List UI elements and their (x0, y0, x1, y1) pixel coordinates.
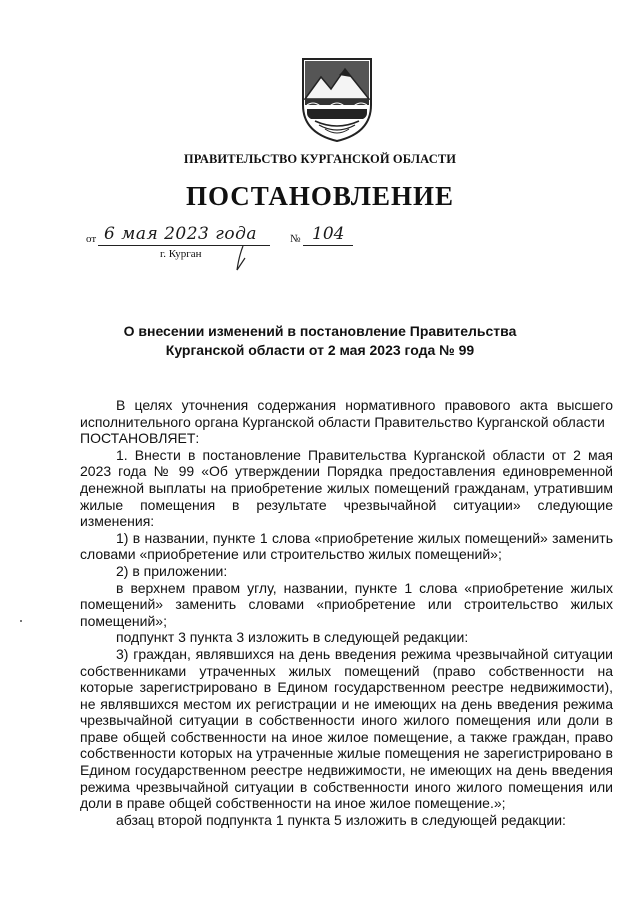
paragraph-citizens: 3) граждан, являвшихся на день введения режима чрезвычайной ситуации собственниками утраченных жилых помещений (право собственности на которые зарегистрировано в Едином государственном реестре недвижимости), не являвшихся местом их регистрации и не имеющих на день введения режима чрезвычайной ситуации в собственности иного жилого помещения или доли в праве общей собственности на иное жилое помещение, а также граждан, право собственности которых на утраченные жилые помещения не зарегистрировано в Едином государственном реестре недвижимости, не имеющих на день введения режима чрезвычайной ситуации в собственности иного жилого помещения или доли в праве общей собственности на иное жилое помещение.»; (80, 645, 613, 812)
handwritten-date: 6 мая 2023 года (104, 224, 258, 244)
pen-stroke-mark (233, 244, 247, 274)
paragraph-subitem-2: 2) в приложении: (116, 562, 228, 579)
margin-speck (20, 620, 22, 622)
paragraph-abzac: абзац второй подпункта 1 пункта 5 изложить в следующей редакции: (116, 811, 566, 828)
document-type: ПОСТАНОВЛЕНИЕ (185, 181, 455, 211)
handwritten-number: 104 (312, 224, 345, 244)
number-underline (303, 245, 353, 246)
decree-title (0, 322, 640, 360)
paragraph-item-1: 1. Внести в постановление Правительства Курганской области от 2 мая 2023 года № 99 «Об утверждении Порядка предоставления единовременной денежной выплаты на приобретение жилых помещений гражданам, утратившим жилые помещения в результате чрезвычайной ситуации» следующие изменения: (80, 446, 613, 530)
decree-title-line-1: О внесении изменений в постановление Правительства (123, 323, 517, 339)
paragraph-resolves: ПОСТАНОВЛЯЕТ: (80, 430, 200, 447)
paragraph-upper-corner: в верхнем правом углу, названии, пункте 1 слова «приобретение жилых помещений» заменить словами «приобретение или строительство жилых помещений»; (80, 579, 613, 629)
number-prefix: № (290, 233, 301, 245)
date-prefix: от (86, 233, 97, 245)
paragraph-subpoint-3: подпункт 3 пункта 3 изложить в следующей редакции: (116, 629, 469, 646)
city-name: г. Курган (160, 248, 202, 260)
coat-of-arms-emblem (299, 55, 375, 143)
government-name: ПРАВИТЕЛЬСТВО КУРГАНСКОЙ ОБЛАСТИ (183, 152, 457, 166)
decree-body (80, 397, 613, 828)
paragraph-subitem-1: 1) в названии, пункте 1 слова «приобретение жилых помещений» заменить словами «приобретение или строительство жилых помещений»; (80, 529, 613, 563)
decree-title-line-2: Курганской области от 2 мая 2023 года № 99 (165, 342, 475, 358)
paragraph-preamble: В целях уточнения содержания нормативного правового акта высшего исполнительного органа Курганской области Правительство Курганской области (80, 397, 613, 430)
